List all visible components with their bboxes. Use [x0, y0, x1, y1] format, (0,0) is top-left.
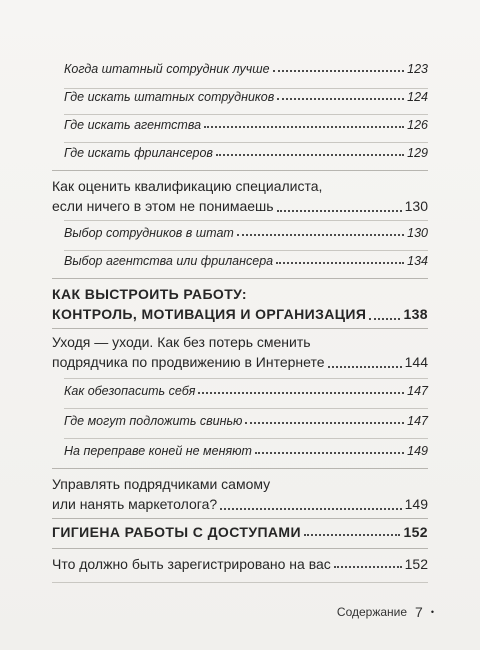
dot-leader — [237, 234, 404, 236]
divider — [52, 468, 428, 469]
toc-entry-title-cont: если ничего в этом не понимаешь — [52, 198, 274, 214]
divider — [64, 408, 428, 409]
divider — [64, 250, 428, 251]
toc-page-number: 138 — [403, 306, 428, 322]
toc-entry-title: Где искать фрилансеров — [64, 146, 213, 160]
dot-leader — [216, 154, 404, 156]
toc-entry — [64, 118, 428, 132]
footer-page-number: 7 — [415, 604, 423, 620]
dot-leader — [276, 262, 404, 264]
toc-entry — [64, 90, 428, 104]
divider — [64, 378, 428, 379]
dot-leader — [204, 126, 404, 128]
toc-entry-title: Управлять подрядчиками самому — [52, 476, 271, 492]
page-footer — [337, 604, 434, 620]
toc-entry — [64, 384, 428, 398]
toc-page-number: 130 — [407, 226, 428, 240]
toc-section-title: КАК ВЫСТРОИТЬ РАБОТУ: — [52, 286, 247, 302]
toc-entry-title: Где могут подложить свинью — [64, 414, 243, 428]
dot-leader — [277, 210, 402, 212]
toc-entry — [52, 556, 428, 572]
toc-entry-title: Уходя — уходи. Как без потерь сменить — [52, 334, 311, 350]
toc-section-title-cont: КОНТРОЛЬ, МОТИВАЦИЯ И ОРГАНИЗАЦИЯ — [52, 306, 367, 322]
footer-bullet: • — [430, 607, 434, 617]
toc-page-number: 147 — [407, 384, 428, 398]
toc-entry — [52, 176, 428, 216]
toc-page-number: 134 — [407, 254, 428, 268]
dot-leader — [328, 366, 402, 368]
toc-entry — [52, 474, 428, 514]
toc-entry — [64, 62, 428, 76]
toc-page-number: 126 — [407, 118, 428, 132]
dot-leader — [245, 422, 404, 424]
dot-leader — [220, 508, 401, 510]
toc-entry-title: На переправе коней не меняют — [64, 444, 252, 458]
divider — [64, 142, 428, 143]
running-footer-section: Содержание — [336, 605, 408, 619]
divider — [52, 548, 428, 549]
toc-page-number: 149 — [407, 444, 428, 458]
toc-entry-title: Что должно быть зарегистрировано на вас — [52, 556, 331, 572]
divider — [52, 518, 428, 519]
dot-leader — [277, 98, 404, 100]
toc-entry — [64, 414, 428, 428]
toc-entry-title-cont: или нанять маркетолога? — [52, 496, 218, 512]
toc-entry-title: Где искать штатных сотрудников — [64, 90, 275, 104]
toc-entry-title-cont: подрядчика по продвижению в Интернете — [52, 354, 325, 370]
toc-section-title: ГИГИЕНА РАБОТЫ С ДОСТУПАМИ — [52, 524, 301, 540]
divider — [52, 328, 428, 329]
toc-section-heading — [52, 524, 428, 540]
divider — [64, 438, 428, 439]
toc-entry — [64, 444, 428, 458]
toc-page-number: 152 — [403, 524, 428, 540]
divider — [64, 220, 428, 221]
divider — [64, 114, 428, 115]
toc-entry — [64, 146, 428, 160]
dot-leader — [273, 70, 405, 72]
toc-section-heading — [52, 284, 428, 324]
toc-page-number: 144 — [404, 354, 428, 370]
toc-page-number: 123 — [407, 62, 428, 76]
dot-leader — [255, 452, 404, 454]
divider — [52, 278, 428, 279]
toc-entry — [64, 226, 428, 240]
toc-page-number: 124 — [407, 90, 428, 104]
toc-entry-title: Как обезопасить себя — [64, 384, 196, 398]
toc-page-number: 149 — [404, 496, 428, 512]
toc-entry-title: Выбор агентства или фрилансера — [64, 254, 274, 268]
dot-leader — [304, 534, 400, 536]
divider — [52, 582, 428, 583]
divider — [64, 88, 428, 89]
toc-page-number: 130 — [404, 198, 428, 214]
toc-entry — [64, 254, 428, 268]
toc-entry-title: Выбор сотрудников в штат — [64, 226, 234, 240]
divider — [52, 170, 428, 171]
dot-leader — [198, 392, 404, 394]
toc-page-number: 152 — [404, 556, 428, 572]
toc-page-number: 129 — [407, 146, 428, 160]
toc-page-number: 147 — [407, 414, 428, 428]
toc-entry-title: Когда штатный сотрудник лучше — [64, 62, 270, 76]
dot-leader — [334, 566, 402, 568]
toc-entry — [52, 332, 428, 372]
toc-entry-title: Как оценить квалификацию специалиста, — [52, 178, 323, 194]
dot-leader — [369, 318, 400, 320]
toc-entry-title: Где искать агентства — [64, 118, 202, 132]
